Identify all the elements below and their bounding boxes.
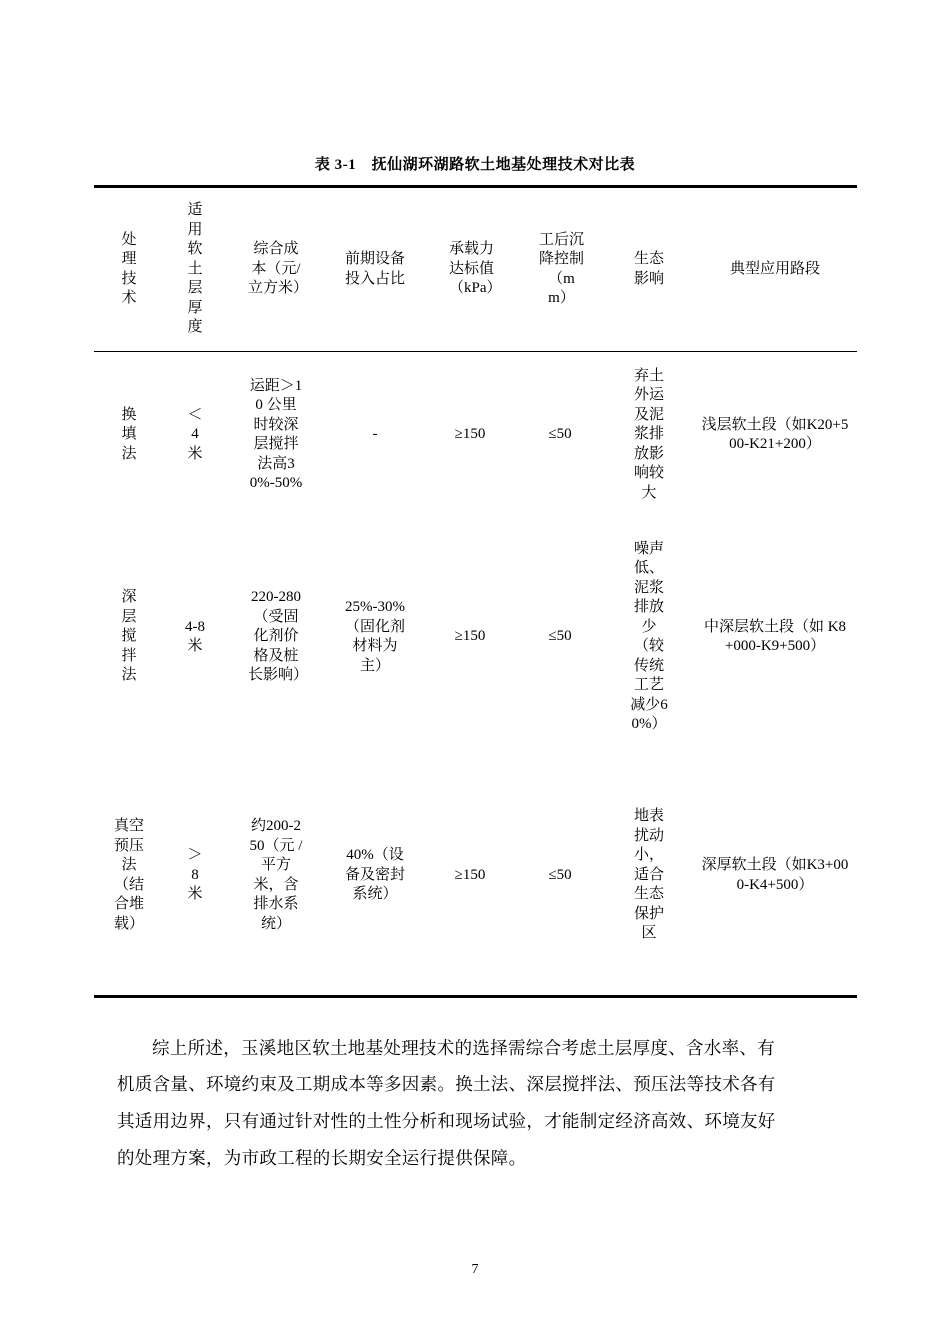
table-cell: 中深层软土段（如 K8+000-K9+500）: [703, 618, 847, 654]
table-cell: ＜4米: [187, 406, 203, 462]
header-settlement: 工后沉降控制（mm）: [539, 231, 585, 306]
table-cell: 220-280（受固化剂价格及桩长影响）: [248, 589, 309, 684]
header-ecology: 生态影响: [633, 251, 664, 287]
table-cell: 弃土外运及泥浆排放影响较大: [633, 367, 664, 501]
table-bottom-rule: [94, 995, 857, 998]
paragraph-line: 综上所述，玉溪地区软土地基处理技术的选择需综合考虑土层厚度、含水率、有: [152, 1038, 775, 1058]
table-cell: 25%-30%（固化剂材料为主）: [345, 599, 406, 674]
header-equipment-share: 前期设备投入占比: [345, 251, 406, 287]
table-cell: 换填法: [121, 406, 137, 462]
table-cell: ≤50: [548, 866, 572, 883]
paragraph-line: 的处理方案，为市政工程的长期安全运行提供保障。: [117, 1148, 527, 1168]
table-cell: ≥150: [454, 866, 486, 883]
table-cell: ≤50: [548, 628, 572, 645]
header-road-section: 典型应用路段: [729, 260, 820, 277]
table-cell: ≤50: [548, 426, 572, 443]
table-cell: 深层搅拌法: [121, 589, 137, 684]
table-cell: -: [372, 426, 378, 443]
table-cell: ＞8米: [187, 847, 203, 903]
paragraph-line: 其适用边界，只有通过针对性的土性分析和现场试验，才能制定经济高效、环境友好: [117, 1111, 776, 1131]
table-cell: 噪声低、泥浆排放少（较传统工艺减少60%）: [630, 540, 668, 732]
header-cost: 综合成本（元/ 立方米）: [248, 241, 309, 297]
table-cell: 真空预压法（结合堆载）: [114, 818, 145, 932]
table-cell: 浅层软土段（如K20+500-K21+200）: [701, 416, 849, 452]
table-cell: 约200-250（元 / 平方米，含排水系统）: [249, 818, 303, 932]
table-cell: 40%（设备及密封系统）: [345, 847, 406, 903]
paragraph-line: 机质含量、环境约束及工期成本等多因素。换土法、深层搅拌法、预压法等技术各有: [117, 1074, 776, 1094]
page-number: 7: [471, 1262, 479, 1277]
header-technique: 处理技术: [121, 231, 137, 306]
header-bearing-capacity: 承载力达标值（kPa）: [449, 241, 502, 297]
table-cell: ≥150: [454, 628, 486, 645]
table-caption: 表 3-1 抚仙湖环湖路软土地基处理技术对比表: [314, 157, 636, 173]
table-cell: 地表扰动小，适合生态保护区: [633, 808, 664, 942]
table-cell: 深厚软土段（如K3+000-K4+500）: [701, 857, 849, 893]
table-cell: 4-8米: [185, 618, 205, 654]
table-cell: 运距＞10 公里时较深层搅拌法高30%-50%: [249, 377, 303, 491]
table-cell: ≥150: [454, 426, 486, 443]
header-thickness: 适用软土层厚度: [187, 202, 203, 336]
